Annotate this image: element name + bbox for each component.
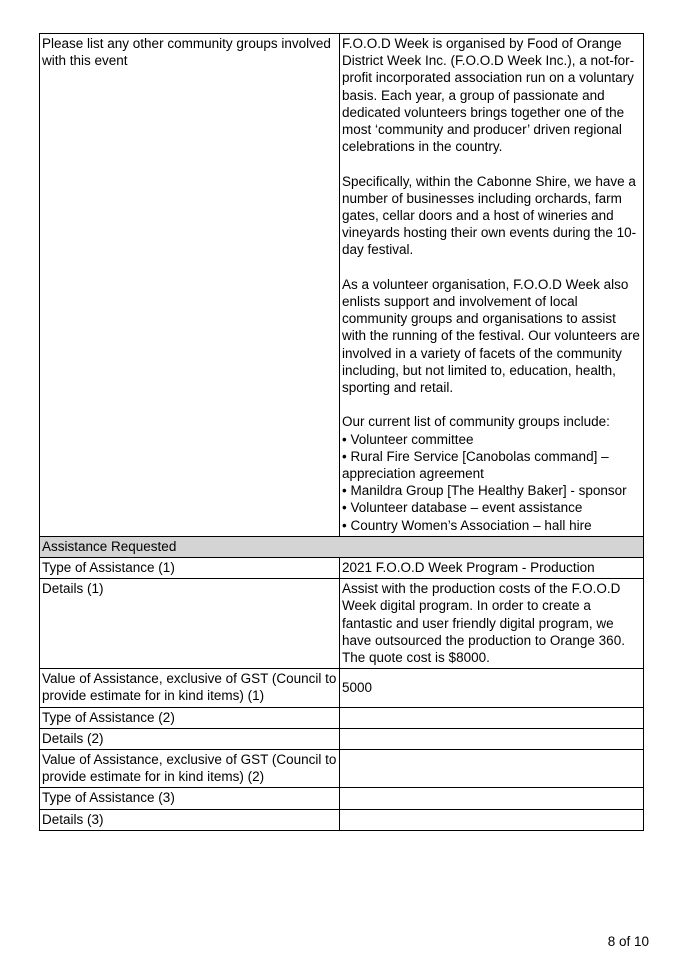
row-details-1 <box>40 579 644 669</box>
assistance-form-table <box>39 33 644 831</box>
row-other-community-groups <box>40 34 644 537</box>
type-1-label: Type of Assistance (1) <box>40 558 340 579</box>
community-groups-list <box>342 413 641 533</box>
row-type-3 <box>40 788 644 809</box>
list-item: • Volunteer database – event assistance <box>342 500 583 516</box>
paragraph: F.O.O.D Week is organised by Food of Orange District Week Inc. (F.O.O.D Week Inc.), a not-for-profit incorporated association run on a voluntary basis. Each year, a group of passionate and dedicated volunteers brings together one of the most ‘community and producer’ driven regional celebrations in the country. <box>342 36 635 155</box>
other-groups-value <box>340 34 644 537</box>
type-3-label: Type of Assistance (3) <box>40 788 340 809</box>
row-type-2 <box>40 707 644 728</box>
page-number: 8 of 10 <box>607 934 649 949</box>
value-2-value <box>340 750 644 788</box>
details-2-value <box>340 728 644 749</box>
details-1-value: Assist with the production costs of the F.O.O.D Week digital program. In order to create a fantastic and user friendly digital program, we have outsourced the production to Orange 360. The quote cost is $8000. <box>340 579 644 669</box>
details-3-value <box>340 809 644 830</box>
paragraph: Specifically, within the Cabonne Shire, we have a number of businesses including orchards, farm gates, cellar doors and a host of wineries and vineyards hosting their own events during the 10-day festival. <box>342 173 637 258</box>
details-1-label: Details (1) <box>40 579 340 669</box>
list-intro: Our current list of community groups include: <box>342 414 610 430</box>
paragraph: As a volunteer organisation, F.O.O.D Week also enlists support and involvement of local community groups and organisations to assist with the running of the festival. Our volunteers are involved in a variety of facets of the community including, but not limited to, education, health, sporting and retail. <box>342 276 640 396</box>
type-1-value: 2021 F.O.O.D Week Program - Production <box>340 558 644 579</box>
list-item: • Rural Fire Service [Canobolas command] – appreciation agreement <box>342 448 609 482</box>
row-value-1 <box>40 669 644 707</box>
list-item: • Manildra Group [The Healthy Baker] - sponsor <box>342 483 627 499</box>
row-details-3 <box>40 809 644 830</box>
details-2-label: Details (2) <box>40 728 340 749</box>
details-3-label: Details (3) <box>40 809 340 830</box>
value-1-value: 5000 <box>340 669 644 707</box>
type-2-label: Type of Assistance (2) <box>40 707 340 728</box>
row-type-1 <box>40 558 644 579</box>
value-1-label: Value of Assistance, exclusive of GST (Council to provide estimate for in kind items) (1) <box>40 669 340 707</box>
value-2-label: Value of Assistance, exclusive of GST (Council to provide estimate for in kind items) (2) <box>40 750 340 788</box>
section-header: Assistance Requested <box>40 536 644 557</box>
other-groups-label: Please list any other community groups involved with this event <box>40 34 340 537</box>
section-header-row <box>40 536 644 557</box>
type-2-value <box>340 707 644 728</box>
row-value-2 <box>40 750 644 788</box>
list-item: • Volunteer committee <box>342 431 474 447</box>
list-item: • Country Women’s Association – hall hire <box>342 517 592 533</box>
type-3-value <box>340 788 644 809</box>
row-details-2 <box>40 728 644 749</box>
